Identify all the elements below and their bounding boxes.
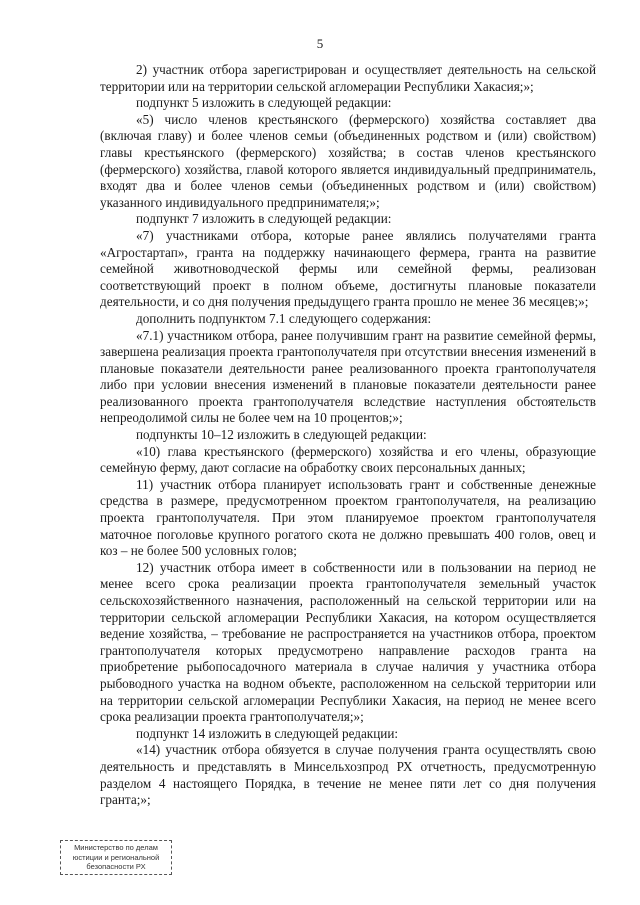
paragraph: дополнить подпунктом 7.1 следующего содержания: xyxy=(136,310,432,326)
paragraph: подпункт 7 изложить в следующей редакции: xyxy=(136,211,392,227)
paragraph: «5) число членов крестьянского (фермерского) хозяйства составляет два (включая главу) и более членов семьи (объединенных родством и (или) свойством) главы крестьянского (фермерского) хозяйства; в состав членов крестьянского (фермерского) хозяйства, главой которого является индивидуальный предприниматель, входят два и более членов семьи (объединенных родством и (или) свойством) указанного индивидуального предпринимателя;»; xyxy=(100,111,596,210)
paragraph: «7.1) участником отбора, ранее получившим грант на развитие семейной фермы, завершена реализация проекта грантополучателя при отсутствии внесения изменений в плановые показатели деятельности ранее реализованного проекта грантополучателя либо при условии внесения изменений в плановые показатели деятельности ранее реализованного проекта грантополучателя вследствие наступления обстоятельств непреодолимой силы не более чем на 10 процентов;»; xyxy=(100,327,596,426)
stamp-line: Министерство по делам xyxy=(74,843,158,852)
paragraph: подпункты 10–12 изложить в следующей редакции: xyxy=(136,427,427,443)
paragraph: подпункт 5 изложить в следующей редакции: xyxy=(136,95,392,111)
stamp-line: безопасности РХ xyxy=(86,862,146,871)
ministry-stamp xyxy=(60,840,172,875)
page-number: 5 xyxy=(316,36,324,51)
paragraph: подпункт 14 изложить в следующей редакции: xyxy=(136,725,399,741)
stamp-line: юстиции и региональной xyxy=(72,852,160,862)
paragraph: 11) участник отбора планирует использовать грант и собственные денежные средства в размере, предусмотренном проектом грантополучателя, на реализацию проекта грантополучателя. При этом планируемое проектом грантополучателя маточное поголовье крупного рогатого скота не должно превышать 400 голов, овец и коз – не более 500 условных голов; xyxy=(100,476,596,559)
paragraph: 2) участник отбора зарегистрирован и осуществляет деятельность на сельской территории или на территории сельской агломерации Республики Хакасия;»; xyxy=(100,62,596,94)
document-body xyxy=(100,62,596,809)
paragraph: «7) участниками отбора, которые ранее являлись получателями гранта «Агростартап», гранта на поддержку начинающего фермера, гранта на развитие семейной животноводческой фермы или семейной фермы, реализован соответствующий проект в полном объеме, достигнуты плановые показатели деятельности, и со дня получения предыдущего гранта прошло не менее 36 месяцев;»; xyxy=(100,227,596,310)
paragraph: «10) глава крестьянского (фермерского) хозяйства и его члены, образующие семейную ферму, дают согласие на обработку своих персональных данных; xyxy=(100,443,596,476)
paragraph: 12) участник отбора имеет в собственности или в пользовании на период не менее всего срока реализации проекта грантополучателя земельный участок сельскохозяйственного назначения, расположенный на сельской территории или на территории сельской агломерации Республики Хакасия, на котором осуществляется ведение хозяйства, – требование не распространяется на участников отбора, проектом грантополучателя которых предусмотрено направление расходов гранта на приобретение рыбопосадочного материала в случае наличия у участника отбора рыбоводного участка на водном объекте, расположенном на сельской территории или на территории сельской агломерации Республики Хакасия, на период не менее всего срока реализации проекта грантополучателя;»; xyxy=(100,559,596,725)
paragraph: «14) участник отбора обязуется в случае получения гранта осуществлять свою деятельность и представлять в Минсельхозпрод РХ отчетность, предусмотренную разделом 4 настоящего Порядка, в течение не менее пяти лет со дня получения гранта;»; xyxy=(100,742,596,808)
